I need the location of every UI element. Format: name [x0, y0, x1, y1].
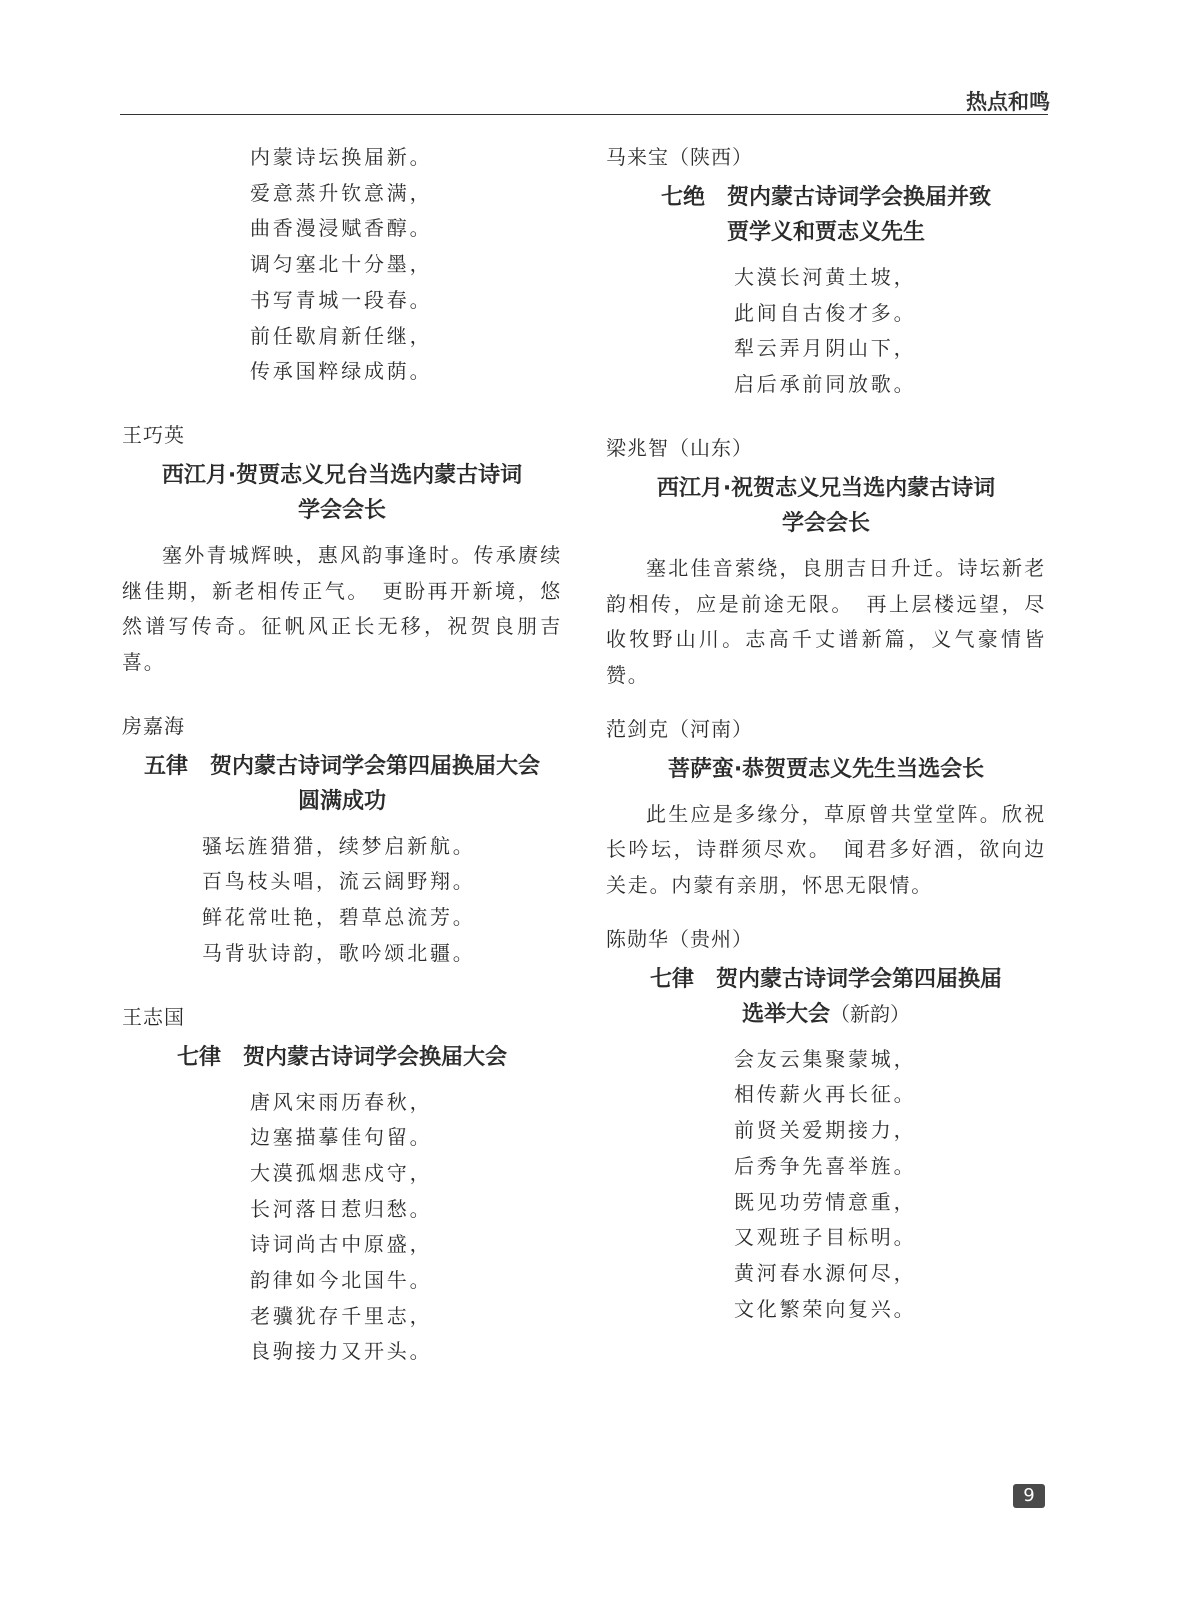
poem-title: 七律 贺内蒙古诗词学会第四届换届 选举大会（新韵）: [649, 966, 1002, 1027]
author-name: 房嘉海: [122, 713, 185, 738]
poem-line: 又观班子目标明。: [734, 1225, 917, 1250]
section-label: 热点和鸣: [966, 90, 1050, 114]
page-number: 9: [1013, 1484, 1045, 1508]
author-name: 陈勋华（贵州）: [606, 926, 753, 951]
author-name: 范剑克（河南）: [606, 716, 753, 741]
poem-line: 内蒙诗坛换届新。: [250, 145, 433, 169]
poem-line: 曲香漫浸赋香醇。: [250, 216, 433, 241]
ci-text: 此生应是多缘分，草原曾共堂堂阵。欣祝长吟坛，诗群须尽欢。 闻君多好酒，欲向边关走。内蒙有亲朋，怀思无限情。: [606, 801, 1046, 898]
poem-line: 书写青城一段春。: [250, 287, 433, 312]
poem-title: 菩萨蛮·恭贺贾志义先生当选会长: [667, 756, 985, 782]
poem-line: 韵律如今北国牛。: [250, 1268, 433, 1293]
author-name: 梁兆智（山东）: [606, 435, 753, 460]
poem-line: 犁云弄月阴山下，: [734, 336, 917, 361]
poem-line: 后秀争先喜举旌。: [734, 1153, 917, 1178]
poem-line: 会友云集聚蒙城，: [734, 1046, 917, 1071]
poem-body: [606, 260, 1046, 403]
poem-line: 既见功劳情意重，: [734, 1189, 917, 1214]
poem-line: 传承国粹绿成荫。: [250, 359, 433, 384]
poem-line: 启后承前同放歌。: [734, 372, 917, 397]
poem-line: 大漠孤烟悲戍守，: [250, 1160, 433, 1185]
poem-line: 马背驮诗韵，歌吟颂北疆。: [202, 940, 476, 965]
poem-line: 良驹接力又开头。: [250, 1339, 433, 1364]
poem-line: 诗词尚古中原盛，: [250, 1232, 433, 1257]
poem-title: 西江月·贺贾志义兄台当选内蒙古诗词 学会会长: [161, 462, 523, 523]
poem-title: 七绝 贺内蒙古诗词学会换届并致 贾学义和贾志义先生: [660, 185, 991, 245]
poem-title: 五律 贺内蒙古诗词学会第四届换届大会 圆满成功: [143, 753, 540, 814]
header-rule: [120, 114, 1048, 115]
poem-line: 唐风宋雨历春秋，: [250, 1089, 433, 1114]
poem-line: 黄河春水源何尽，: [734, 1260, 917, 1285]
poem-line: 前任歇肩新任继，: [250, 323, 433, 348]
right-column: [606, 140, 1046, 1327]
poem-body: [122, 1085, 562, 1371]
poem-line: 大漠长河黄土坡，: [734, 265, 917, 289]
author-name: 王巧英: [122, 422, 185, 447]
poem-line: 相传薪火再长征。: [734, 1082, 917, 1107]
poem-line: 边塞描摹佳句留。: [250, 1125, 433, 1150]
poem-title: 七律 贺内蒙古诗词学会换届大会: [176, 1044, 507, 1070]
poem-body: [606, 1042, 1046, 1328]
poem-line: 鲜花常吐艳，碧草总流芳。: [202, 905, 476, 930]
poem-line: 文化繁荣向复兴。: [734, 1296, 917, 1321]
poem-line: 前贤关爱期接力，: [734, 1118, 917, 1143]
poem-title: 西江月·祝贺志义兄当选内蒙古诗词 学会会长: [656, 475, 996, 536]
author-name: 王志国: [122, 1004, 185, 1029]
poem-continuation: [122, 140, 562, 390]
poem-body: [122, 829, 562, 972]
poem-line: 百鸟枝头唱，流云阔野翔。: [202, 869, 476, 894]
poem-line: 爱意蒸升钦意满，: [250, 180, 433, 205]
poem-line: 调匀塞北十分墨，: [250, 252, 433, 277]
left-column: [122, 140, 562, 1370]
poem-line: 此间自古俊才多。: [734, 300, 917, 325]
ci-text: 塞外青城辉映，惠风韵事逢时。传承赓续继佳期，新老相传正气。 更盼再开新境，悠然谱写传奇。征帆风正长无移，祝贺良朋吉喜。: [122, 542, 562, 675]
poem-line: 长河落日惹归愁。: [250, 1196, 433, 1221]
ci-text: 塞北佳音萦绕，良朋吉日升迁。诗坛新老韵相传，应是前途无限。 再上层楼远望，尽收牧野山川。志高千丈谱新篇，义气豪情皆赞。: [606, 555, 1046, 687]
poem-line: 老骥犹存千里志，: [250, 1303, 433, 1328]
poem-line: 骚坛旌猎猎，续梦启新航。: [202, 833, 476, 858]
author-name: 马来宝（陕西）: [606, 145, 753, 169]
